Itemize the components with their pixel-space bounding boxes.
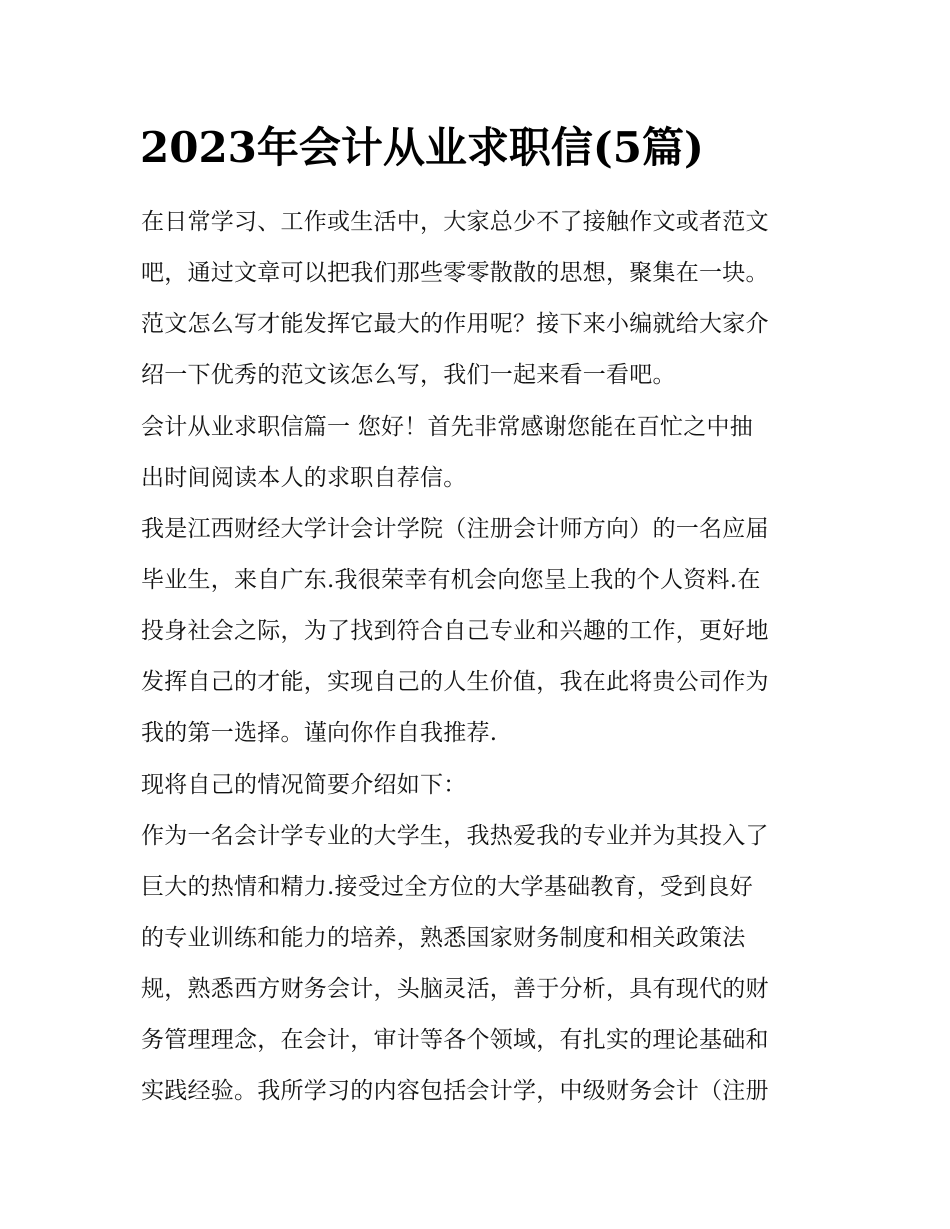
- text-line: 实践经验。我所学习的内容包括会计学，中级财务会计（注册: [141, 1078, 769, 1105]
- text-line: 吧，通过文章可以把我们那些零零散散的思想，聚集在一块。: [141, 260, 769, 287]
- text-line: 巨大的热情和精力.接受过全方位的大学基础教育，受到良好: [141, 873, 754, 900]
- document-title: 2023年会计从业求职信(5篇): [140, 123, 704, 172]
- text-line: 作为一名会计学专业的大学生，我热爱我的专业并为其投入了: [141, 822, 769, 849]
- text-line: 绍一下优秀的范文该怎么写，我们一起来看一看吧。: [141, 362, 676, 389]
- text-line: 务管理理念，在会计，审计等各个领域，有扎实的理论基础和: [141, 1027, 769, 1054]
- text-line: 的专业训练和能力的培养，熟悉国家财务制度和相关政策法: [141, 924, 746, 951]
- text-line: 毕业生，来自广东.我很荣幸有机会向您呈上我的个人资料.在: [141, 566, 761, 593]
- text-line: 规，熟悉西方财务会计，头脑灵活，善于分析，具有现代的财: [141, 976, 769, 1003]
- text-line: 现将自己的情况简要介绍如下：: [141, 771, 467, 798]
- document-body: [141, 197, 816, 1118]
- text-line: 范文怎么写才能发挥它最大的作用呢？接下来小编就给大家介: [141, 311, 769, 338]
- text-line: 我的第一选择。谨向你作自我推荐.: [141, 720, 498, 747]
- text-line: 会计从业求职信篇一 您好！首先非常感谢您能在百忙之中抽: [141, 413, 754, 440]
- text-line: 在日常学习、工作或生活中，大家总少不了接触作文或者范文: [141, 209, 769, 235]
- text-line: 出时间阅读本人的求职自荐信。: [141, 464, 467, 491]
- text-line: 我是江西财经大学计会计学院（注册会计师方向）的一名应届: [141, 515, 769, 542]
- text-line: 投身社会之际，为了找到符合自己专业和兴趣的工作，更好地: [141, 618, 769, 645]
- text-line: 发挥自己的才能，实现自己的人生价值，我在此将贵公司作为: [141, 669, 769, 696]
